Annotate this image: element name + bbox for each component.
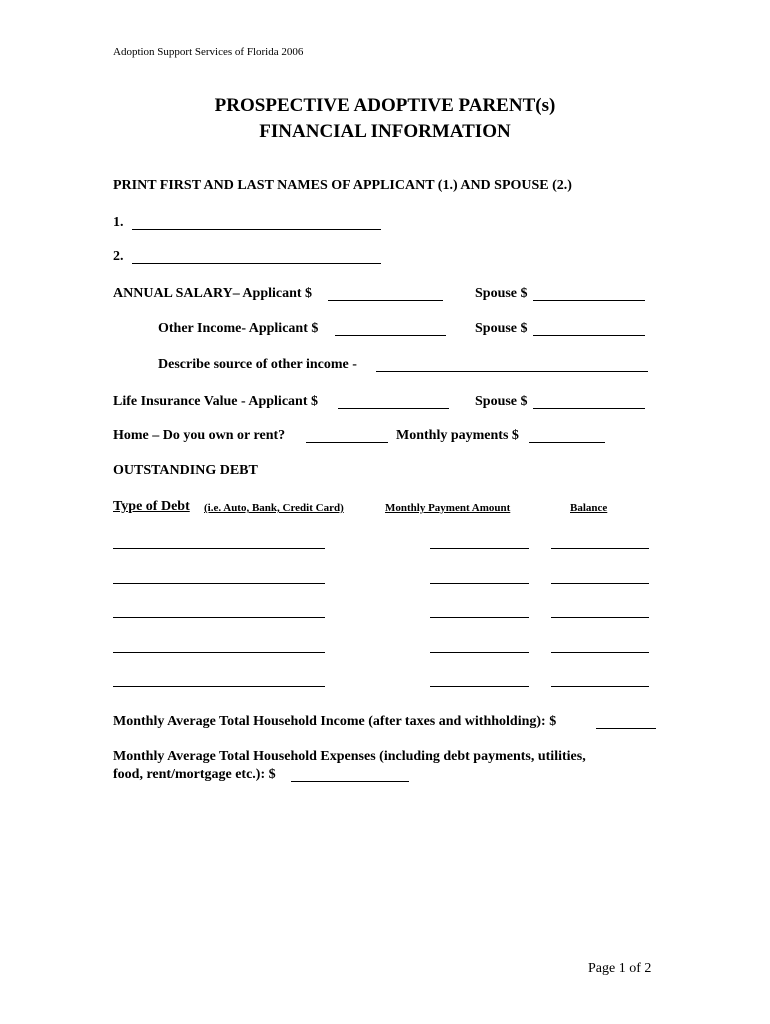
other-income-spouse-label: Spouse $	[475, 321, 528, 336]
applicant-number-label: 1.	[113, 215, 124, 230]
debt-type-header: Type of Debt	[113, 499, 190, 514]
household-expenses-label-line-2: food, rent/mortgage etc.): $	[113, 767, 276, 782]
debt-payment-field[interactable]	[430, 652, 529, 653]
document-header: Adoption Support Services of Florida 2006	[113, 46, 304, 58]
debt-type-field[interactable]	[113, 617, 325, 618]
household-expenses-label-line-1: Monthly Average Total Household Expenses (including debt payments, utilities,	[113, 749, 586, 764]
debt-type-hint: (i.e. Auto, Bank, Credit Card)	[204, 502, 344, 514]
debt-balance-header: Balance	[570, 502, 608, 514]
other-income-source-field[interactable]	[376, 371, 648, 372]
household-income-field[interactable]	[596, 728, 656, 729]
debt-payment-header: Monthly Payment Amount	[385, 502, 511, 514]
monthly-payments-label: Monthly payments $	[396, 428, 519, 443]
life-insurance-spouse-label: Spouse $	[475, 394, 528, 409]
spouse-name-field[interactable]	[132, 263, 381, 264]
salary-spouse-field[interactable]	[533, 300, 645, 301]
outstanding-debt-heading: OUTSTANDING DEBT	[113, 463, 258, 478]
salary-applicant-label: ANNUAL SALARY– Applicant $	[113, 286, 313, 301]
debt-balance-field[interactable]	[551, 686, 649, 687]
life-insurance-applicant-field[interactable]	[338, 408, 449, 409]
debt-balance-field[interactable]	[551, 617, 649, 618]
names-instruction: PRINT FIRST AND LAST NAMES OF APPLICANT (1.) AND SPOUSE (2.)	[113, 178, 572, 193]
household-income-label: Monthly Average Total Household Income (after taxes and withholding): $	[113, 714, 557, 729]
other-income-source-label: Describe source of other income -	[158, 357, 357, 372]
debt-balance-field[interactable]	[551, 548, 649, 549]
other-income-applicant-label: Other Income- Applicant $	[158, 321, 319, 336]
page-number: Page 1 of 2	[588, 961, 652, 976]
debt-type-field[interactable]	[113, 548, 325, 549]
debt-balance-field[interactable]	[551, 652, 649, 653]
debt-balance-field[interactable]	[551, 583, 649, 584]
monthly-payments-field[interactable]	[529, 442, 605, 443]
debt-payment-field[interactable]	[430, 686, 529, 687]
home-own-rent-field[interactable]	[306, 442, 388, 443]
page-title-line-1: PROSPECTIVE ADOPTIVE PARENT(s)	[214, 95, 556, 116]
other-income-applicant-field[interactable]	[335, 335, 446, 336]
salary-spouse-label: Spouse $	[475, 286, 528, 301]
home-own-rent-label: Home – Do you own or rent?	[113, 428, 286, 443]
life-insurance-applicant-label: Life Insurance Value - Applicant $	[113, 394, 318, 409]
debt-payment-field[interactable]	[430, 548, 529, 549]
page-title-line-2: FINANCIAL INFORMATION	[259, 121, 511, 142]
applicant-name-field[interactable]	[132, 229, 381, 230]
salary-applicant-field[interactable]	[328, 300, 443, 301]
debt-type-field[interactable]	[113, 652, 325, 653]
household-expenses-field[interactable]	[291, 781, 409, 782]
debt-type-field[interactable]	[113, 583, 325, 584]
life-insurance-spouse-field[interactable]	[533, 408, 645, 409]
other-income-spouse-field[interactable]	[533, 335, 645, 336]
spouse-number-label: 2.	[113, 249, 124, 264]
debt-payment-field[interactable]	[430, 583, 529, 584]
debt-payment-field[interactable]	[430, 617, 529, 618]
debt-type-field[interactable]	[113, 686, 325, 687]
